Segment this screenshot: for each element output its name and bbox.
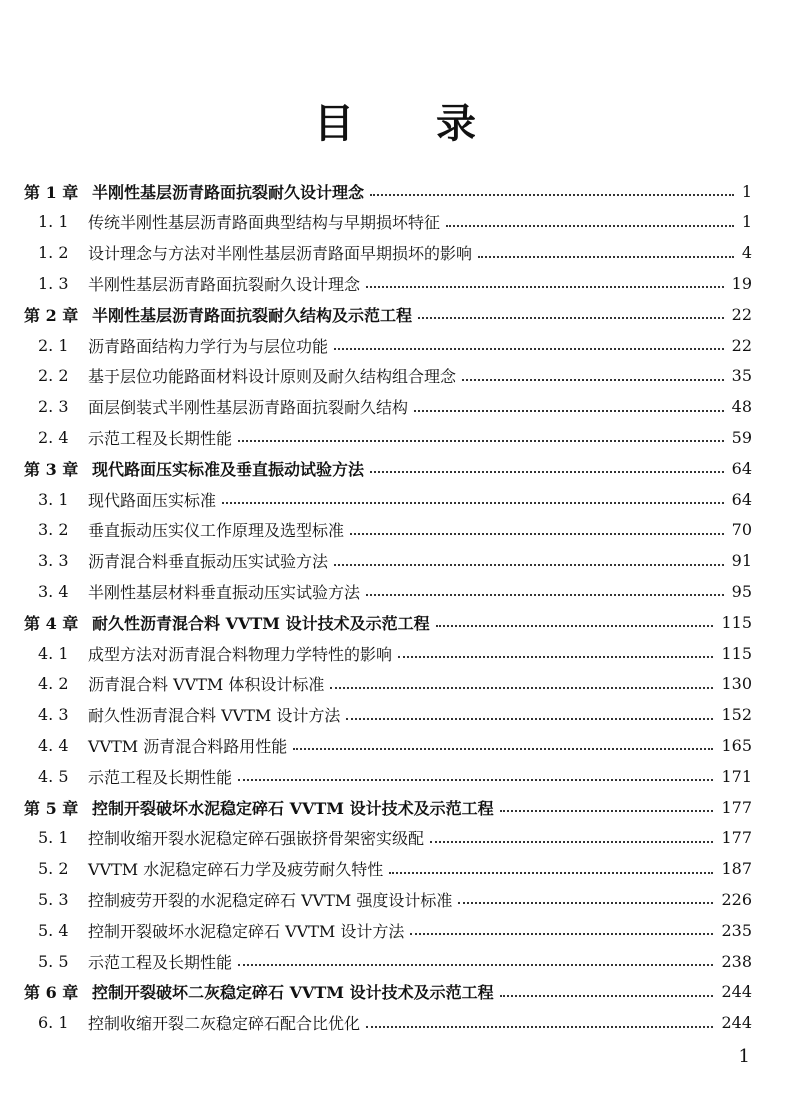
toc-section-entry[interactable] xyxy=(0,240,790,266)
toc-section-entry[interactable] xyxy=(0,886,790,912)
toc-entry-title: 耐久性沥青混合料 VVTM 设计方法 xyxy=(88,706,341,726)
toc-entry-page: 115 xyxy=(721,643,752,663)
toc-entry-number: 4. 2 xyxy=(38,674,69,694)
dot-leader xyxy=(500,810,713,812)
dot-leader xyxy=(458,902,713,904)
toc-section-entry[interactable] xyxy=(0,209,790,235)
toc-section-entry[interactable] xyxy=(0,1010,790,1036)
toc-chapter-entry[interactable] xyxy=(0,609,790,635)
toc-entry-page: 152 xyxy=(721,705,752,725)
toc-chapter-entry[interactable] xyxy=(0,455,790,481)
toc-entry-page: 64 xyxy=(731,458,752,478)
toc-entry-page: 1 xyxy=(741,212,752,232)
toc-entry-title: 沥青混合料 VVTM 体积设计标准 xyxy=(88,675,325,695)
toc-entry-page: 177 xyxy=(721,797,752,817)
toc-entry-number: 4. 1 xyxy=(38,643,69,663)
toc-entry-number: 1. 3 xyxy=(38,273,69,293)
toc-section-entry[interactable] xyxy=(0,578,790,604)
toc-section-entry[interactable] xyxy=(0,424,790,450)
toc-section-entry[interactable] xyxy=(0,763,790,789)
toc-entry-title: 示范工程及长期性能 xyxy=(88,428,233,448)
toc-section-entry[interactable] xyxy=(0,363,790,389)
toc-section-entry[interactable] xyxy=(0,486,790,512)
toc-entry-title: 示范工程及长期性能 xyxy=(88,952,233,972)
dot-leader xyxy=(222,502,724,504)
toc-section-entry[interactable] xyxy=(0,856,790,882)
toc-section-entry[interactable] xyxy=(0,548,790,574)
toc-entry-title: 现代路面压实标准 xyxy=(88,490,217,510)
dot-leader xyxy=(366,1026,713,1028)
toc-entry-number: 第 2 章 xyxy=(24,305,79,325)
toc-entry-title: 沥青混合料垂直振动压实试验方法 xyxy=(88,552,329,572)
dot-leader xyxy=(366,594,724,596)
dot-leader xyxy=(478,256,734,258)
toc-entry-number: 3. 4 xyxy=(38,581,69,601)
toc-entry-page: 238 xyxy=(721,951,752,971)
dot-leader xyxy=(398,656,713,658)
dot-leader xyxy=(350,533,724,535)
toc-entry-number: 2. 1 xyxy=(38,335,69,355)
toc-entry-page: 35 xyxy=(731,366,752,386)
toc-entry-title: 控制收缩开裂二灰稳定碎石配合比优化 xyxy=(88,1014,361,1034)
toc-entry-number: 第 5 章 xyxy=(24,798,79,818)
dot-leader xyxy=(410,933,713,935)
page-title: 目 录 xyxy=(314,100,510,147)
toc-section-entry[interactable] xyxy=(0,640,790,666)
toc-entry-number: 3. 1 xyxy=(38,489,69,509)
toc-entry-page: 244 xyxy=(721,1013,752,1033)
toc-entry-title: 设计理念与方法对半刚性基层沥青路面早期损坏的影响 xyxy=(88,244,473,264)
toc-entry-number: 4. 5 xyxy=(38,766,69,786)
toc-entry-number: 第 3 章 xyxy=(24,459,79,479)
toc-section-entry[interactable] xyxy=(0,671,790,697)
toc-chapter-entry[interactable] xyxy=(0,794,790,820)
dot-leader xyxy=(330,687,713,689)
dot-leader xyxy=(238,779,713,781)
toc-entry-number: 1. 1 xyxy=(38,212,69,232)
toc-entry-page: 130 xyxy=(721,674,752,694)
dot-leader xyxy=(293,748,713,750)
toc-entry-page: 1 xyxy=(741,181,752,201)
dot-leader xyxy=(370,194,734,196)
dot-leader xyxy=(334,348,724,350)
toc-entry-title: 半刚性基层沥青路面抗裂耐久结构及示范工程 xyxy=(92,305,413,325)
toc-entry-number: 5. 4 xyxy=(38,920,69,940)
toc-entry-page: 64 xyxy=(731,489,752,509)
toc-section-entry[interactable] xyxy=(0,270,790,296)
toc-entry-number: 第 4 章 xyxy=(24,613,79,633)
toc-entry-title: 示范工程及长期性能 xyxy=(88,767,233,787)
toc-section-entry[interactable] xyxy=(0,702,790,728)
toc-section-entry[interactable] xyxy=(0,732,790,758)
toc-entry-title: 半刚性基层沥青路面抗裂耐久设计理念 xyxy=(92,182,365,202)
dot-leader xyxy=(346,718,713,720)
toc-entry-number: 2. 3 xyxy=(38,397,69,417)
toc-entry-number: 5. 3 xyxy=(38,889,69,909)
toc-entry-page: 187 xyxy=(721,859,752,879)
toc-entry-number: 4. 4 xyxy=(38,735,69,755)
dot-leader xyxy=(238,440,724,442)
toc-entry-number: 6. 1 xyxy=(38,1013,69,1033)
toc-entry-page: 244 xyxy=(721,982,752,1002)
toc-entry-title: 控制开裂破坏水泥稳定碎石 VVTM 设计技术及示范工程 xyxy=(92,798,494,818)
toc-entry-number: 5. 1 xyxy=(38,828,69,848)
toc-entry-page: 165 xyxy=(721,735,752,755)
toc-entry-title: 耐久性沥青混合料 VVTM 设计技术及示范工程 xyxy=(92,613,430,633)
toc-entry-number: 第 6 章 xyxy=(24,983,79,1003)
toc-entry-number: 2. 4 xyxy=(38,427,69,447)
toc-entry-title: 半刚性基层沥青路面抗裂耐久设计理念 xyxy=(88,274,361,294)
toc-entry-page: 226 xyxy=(721,889,752,909)
dot-leader xyxy=(430,841,713,843)
toc-entry-page: 22 xyxy=(731,335,752,355)
toc-section-entry[interactable] xyxy=(0,948,790,974)
toc-entry-page: 4 xyxy=(741,243,752,263)
toc-entry-page: 19 xyxy=(731,273,752,293)
dot-leader xyxy=(462,379,724,381)
toc-chapter-entry[interactable] xyxy=(0,301,790,327)
toc-entry-page: 70 xyxy=(731,520,752,540)
toc-entry-number: 5. 2 xyxy=(38,859,69,879)
dot-leader xyxy=(418,317,724,319)
toc-entry-page: 48 xyxy=(731,397,752,417)
toc-entry-page: 171 xyxy=(721,766,752,786)
toc-entry-page: 91 xyxy=(731,551,752,571)
toc-entry-page: 59 xyxy=(731,427,752,447)
toc-entry-page: 235 xyxy=(721,920,752,940)
toc-entry-page: 22 xyxy=(731,304,752,324)
toc-section-entry[interactable] xyxy=(0,517,790,543)
toc-section-entry[interactable] xyxy=(0,394,790,420)
toc-entry-number: 4. 3 xyxy=(38,705,69,725)
toc-entry-title: 控制收缩开裂水泥稳定碎石强嵌挤骨架密实级配 xyxy=(88,829,425,849)
dot-leader xyxy=(238,964,713,966)
dot-leader xyxy=(334,564,724,566)
dot-leader xyxy=(370,471,724,473)
toc-entry-page: 115 xyxy=(721,612,752,632)
toc-section-entry[interactable] xyxy=(0,332,790,358)
toc-entry-page: 177 xyxy=(721,828,752,848)
toc-entry-title: VVTM 水泥稳定碎石力学及疲劳耐久特性 xyxy=(88,860,384,880)
toc-entry-title: 基于层位功能路面材料设计原则及耐久结构组合理念 xyxy=(88,367,457,387)
toc-entry-title: 面层倒装式半刚性基层沥青路面抗裂耐久结构 xyxy=(88,398,409,418)
toc-entry-number: 第 1 章 xyxy=(24,182,79,202)
dot-leader xyxy=(436,625,713,627)
toc-entry-title: 现代路面压实标准及垂直振动试验方法 xyxy=(92,459,365,479)
dot-leader xyxy=(446,225,734,227)
dot-leader xyxy=(366,286,724,288)
toc-entry-title: 沥青路面结构力学行为与层位功能 xyxy=(88,336,329,356)
toc-chapter-entry[interactable] xyxy=(0,178,790,204)
toc-entry-number: 2. 2 xyxy=(38,366,69,386)
dot-leader xyxy=(414,410,724,412)
toc-section-entry[interactable] xyxy=(0,917,790,943)
toc-entry-title: 半刚性基层材料垂直振动压实试验方法 xyxy=(88,582,361,602)
toc-entry-page: 95 xyxy=(731,581,752,601)
toc-entry-title: VVTM 沥青混合料路用性能 xyxy=(88,736,288,756)
dot-leader xyxy=(500,995,713,997)
toc-entry-title: 控制疲劳开裂的水泥稳定碎石 VVTM 强度设计标准 xyxy=(88,890,453,910)
toc-entry-title: 传统半刚性基层沥青路面典型结构与早期损坏特征 xyxy=(88,213,441,233)
toc-entry-title: 成型方法对沥青混合料物理力学特性的影响 xyxy=(88,644,393,664)
page-number: 1 xyxy=(738,1046,750,1067)
toc-entry-number: 1. 2 xyxy=(38,243,69,263)
toc-entry-number: 5. 5 xyxy=(38,951,69,971)
toc-entry-title: 控制开裂破坏水泥稳定碎石 VVTM 设计方法 xyxy=(88,921,405,941)
toc-entry-title: 垂直振动压实仪工作原理及选型标准 xyxy=(88,521,345,541)
dot-leader xyxy=(389,872,713,874)
toc-section-entry[interactable] xyxy=(0,825,790,851)
toc-entry-number: 3. 3 xyxy=(38,551,69,571)
toc-chapter-entry[interactable] xyxy=(0,979,790,1005)
toc-entry-number: 3. 2 xyxy=(38,520,69,540)
toc-entry-title: 控制开裂破坏二灰稳定碎石 VVTM 设计技术及示范工程 xyxy=(92,983,494,1003)
